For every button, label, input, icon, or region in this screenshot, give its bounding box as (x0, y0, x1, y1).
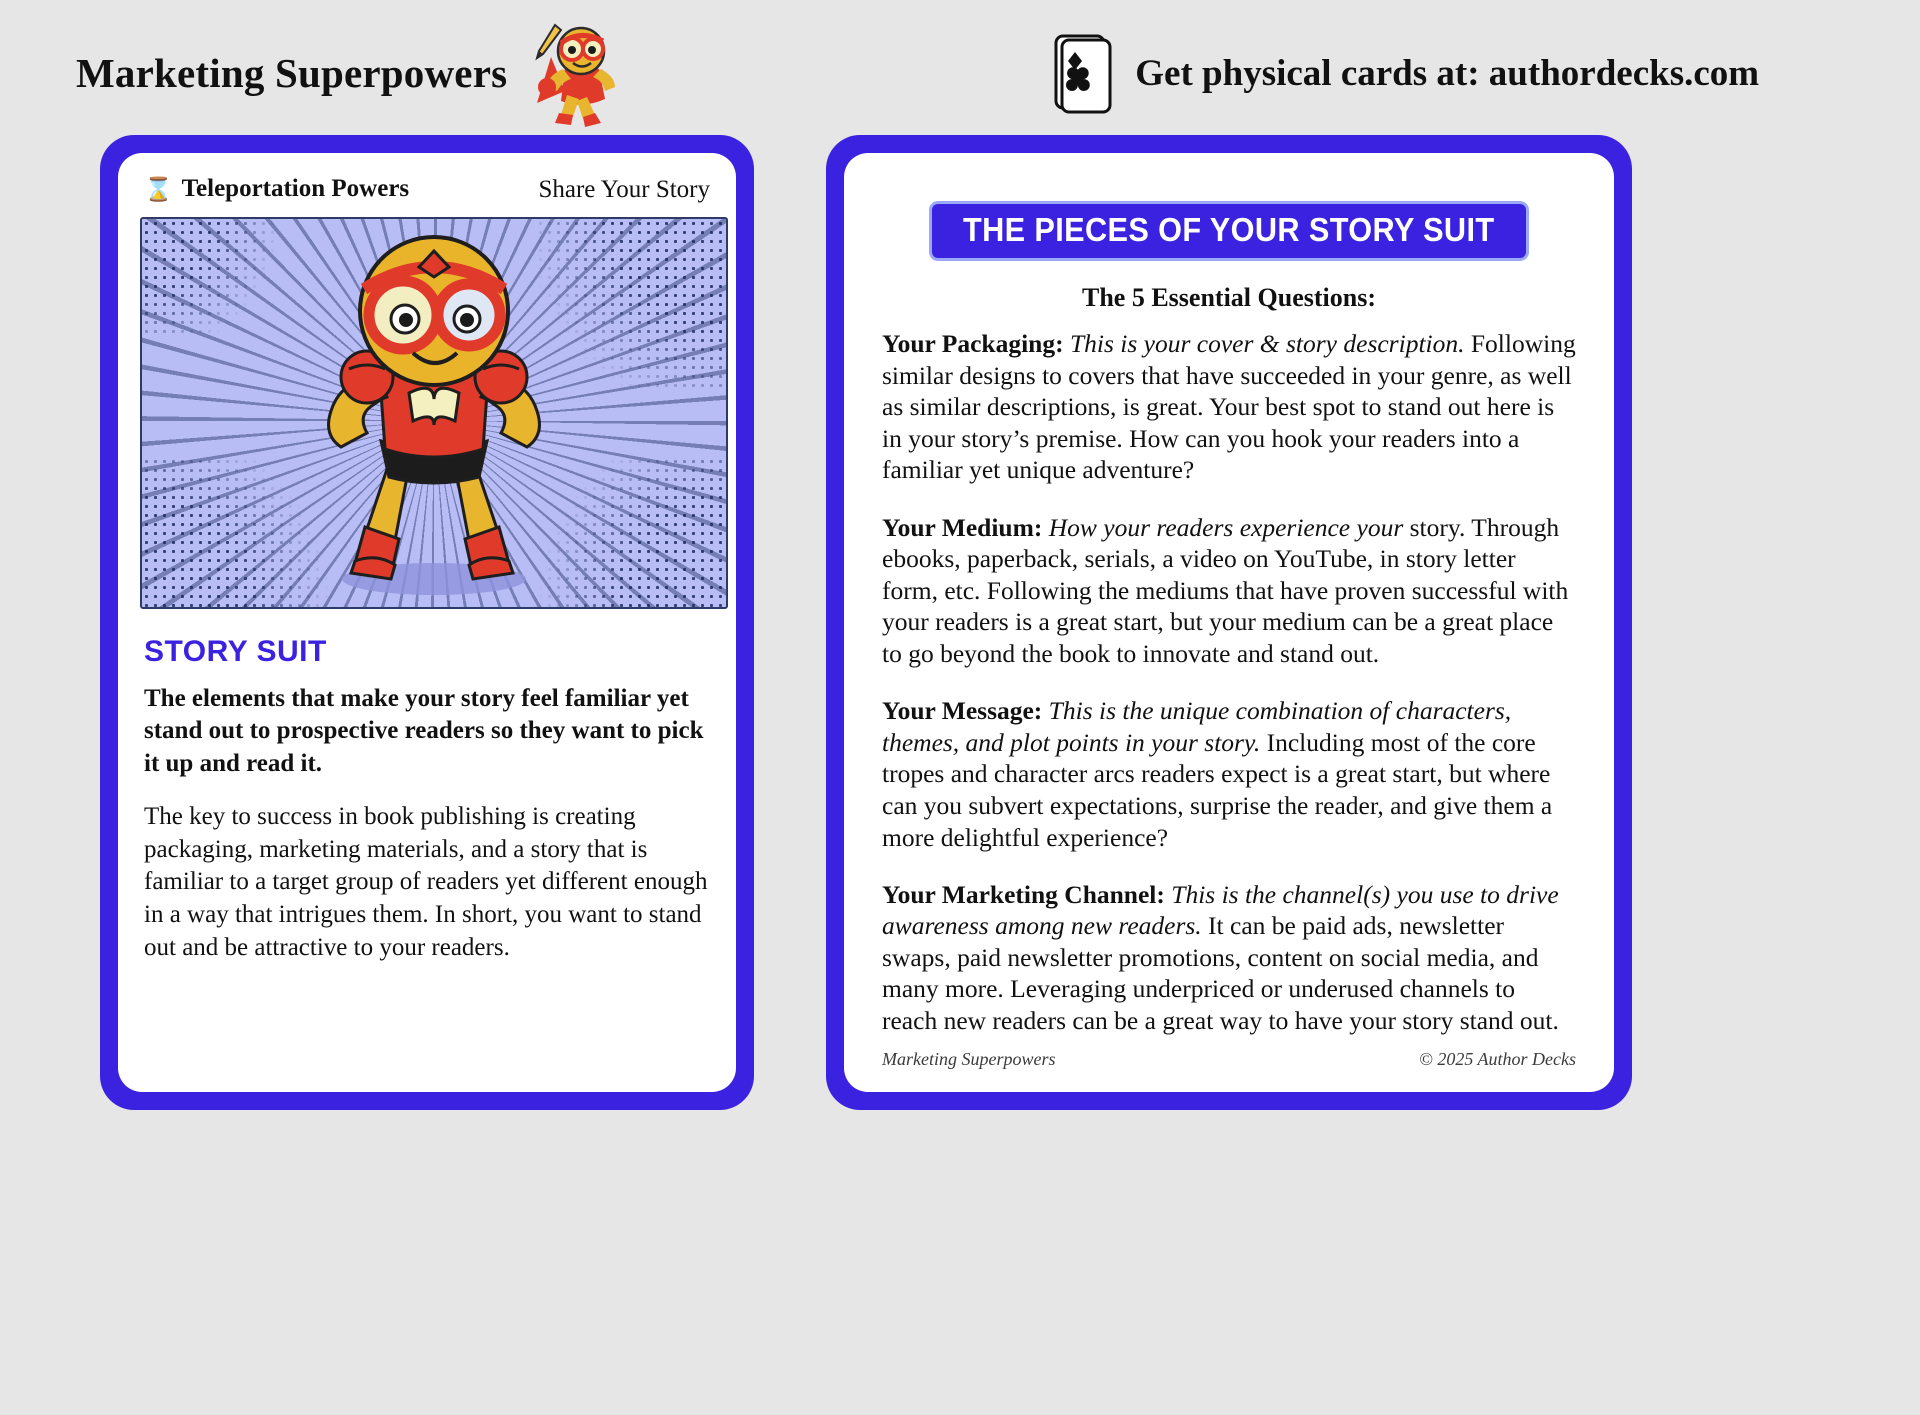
banner-text: THE PIECES OF YOUR STORY SUIT (963, 211, 1495, 248)
question-text: It can be paid ads, newsletter swaps, paid newsletter promotions, content on social media, and many more. Leveraging underpriced or underused channels to reach new readers can be a great way to have your story stand out. (882, 911, 1559, 1036)
back-card-content (844, 153, 1614, 1092)
front-card-lead: The elements that make your story feel familiar yet stand out to prospective readers so they want to pick it up and read it. (144, 684, 704, 777)
front-card-content (118, 153, 736, 965)
question-label: Your Marketing Channel: (882, 879, 1165, 909)
question-emphasis: This is the unique combination of characters, themes, and plot points in your story. (882, 696, 1512, 757)
front-card-header (140, 175, 714, 204)
suit-label: Share Your Story (538, 175, 710, 203)
superhero-icon (521, 17, 633, 129)
question-emphasis: This is your cover & story description. (1069, 329, 1465, 358)
back-card-inner (844, 153, 1614, 1092)
back-card[interactable] (826, 135, 1632, 1110)
footer-copyright: © 2025 Author Decks (1419, 1049, 1576, 1069)
essential-questions-list (882, 328, 1576, 1037)
essential-question-4 (882, 879, 1576, 1037)
footer-deck-name: Marketing Superpowers (882, 1049, 1056, 1069)
essential-question-2 (882, 512, 1576, 670)
page-title: Marketing Superpowers (76, 50, 508, 96)
question-label: Your Medium: (882, 512, 1043, 542)
header-left-group (76, 17, 633, 129)
essential-question-1 (882, 328, 1576, 486)
question-text: Including most of the core tropes and character arcs readers expect is a great start, but where can you subvert expectations, surprise the reader, and give them a more delightful experience? (882, 727, 1553, 852)
playing-cards-icon (1053, 32, 1115, 114)
question-emphasis: This is the channel(s) you use to drive awareness among new readers. (882, 879, 1559, 941)
superhero-illustration (269, 227, 599, 599)
front-card-inner (118, 153, 736, 1092)
question-text: story. Through ebooks, paperback, serials, a video on YouTube, in story letter form, etc. Following the mediums that have proven successful with your readers is a great start, but your medium can be a great place to go beyond the book to innovate and stand out. (882, 512, 1569, 668)
power-title: Teleportation Powers (181, 175, 410, 202)
question-label: Your Packaging: (882, 329, 1064, 358)
authordecks-link[interactable]: Get physical cards at: authordecks.com (1135, 52, 1760, 94)
question-emphasis: How your readers experience your (1048, 512, 1404, 542)
front-header-left (144, 175, 409, 203)
back-card-footer (882, 1049, 1576, 1070)
question-label: Your Message: (882, 696, 1043, 726)
back-card-banner (929, 201, 1529, 261)
back-card-subtitle: The 5 Essential Questions: (1082, 283, 1376, 312)
question-text: Following similar designs to covers that have succeeded in your genre, as well as similar descriptions, is great. Your best spot to stand out here is in your story’s premise. How can you hook your readers into a familiar yet unique adventure? (882, 329, 1576, 485)
front-card[interactable] (100, 135, 754, 1110)
header-right-group (1053, 32, 1759, 114)
page-header (0, 0, 1920, 146)
essential-question-3 (882, 695, 1576, 853)
hourglass-icon: ⌛ (144, 176, 173, 202)
story-suit-label: STORY SUIT (144, 634, 327, 668)
front-card-body: The key to success in book publishing is creating packaging, marketing materials, and a story that is familiar to a target group of readers yet different enough in a way that intrigues them. In short, you want to stand out and be attractive to your readers. (144, 802, 708, 961)
card-artwork (140, 217, 728, 609)
